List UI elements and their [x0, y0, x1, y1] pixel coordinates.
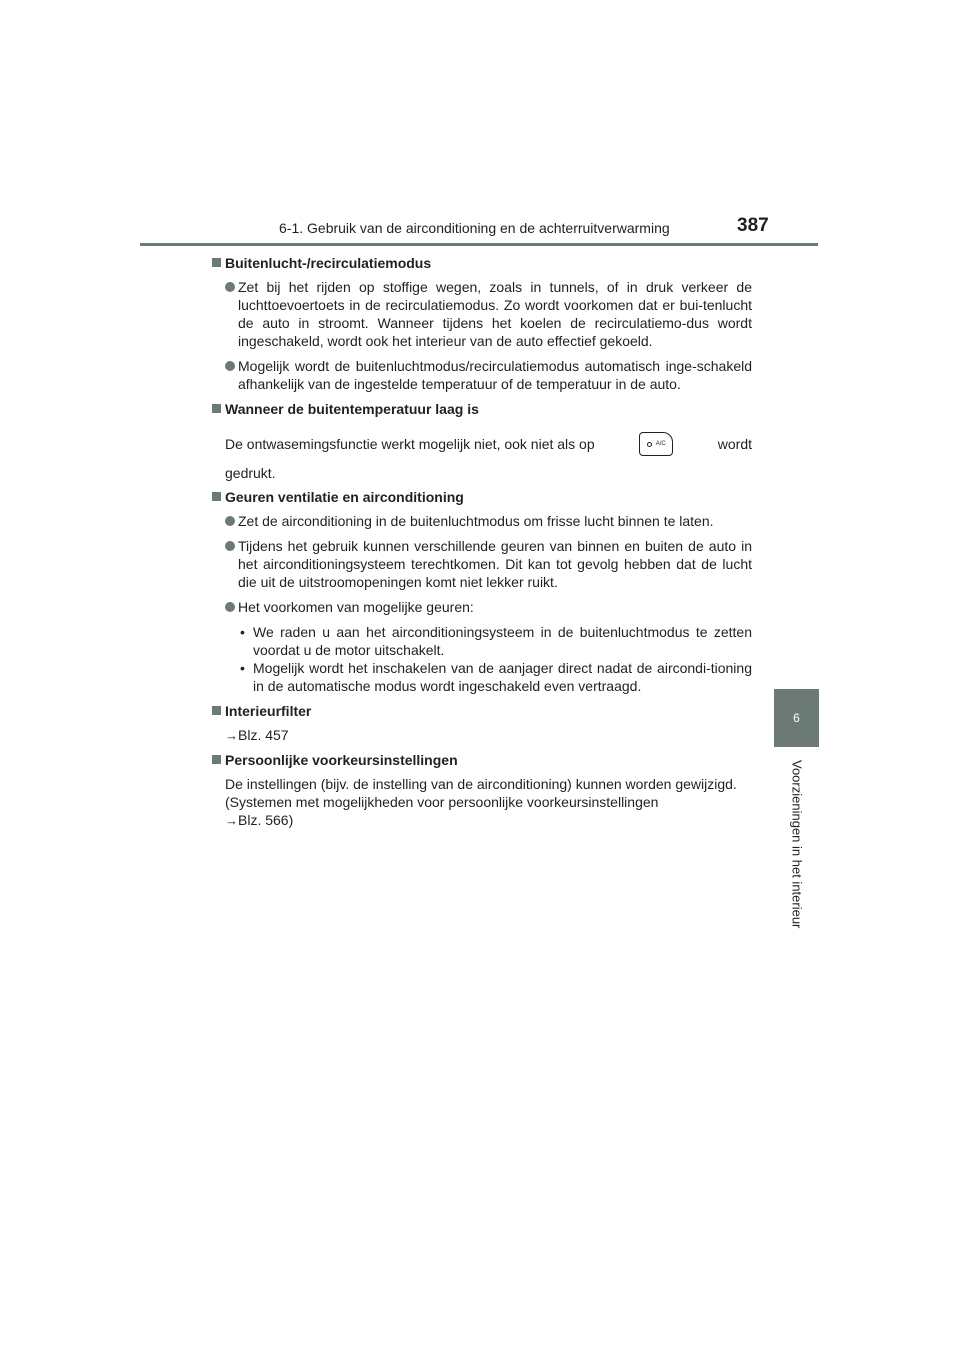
- defrost-sentence: [212, 424, 752, 464]
- ac-button-label: A/C: [655, 441, 666, 447]
- round-bullet-icon: [225, 516, 235, 526]
- section-interior-filter: [212, 702, 752, 745]
- small-bullet-icon: •: [240, 660, 245, 676]
- section-title-text: Geuren ventilatie en airconditioning: [225, 489, 464, 505]
- list-item-text: Zet de airconditioning in de buitenluchtmodus om frisse lucht binnen te laten.: [238, 513, 714, 529]
- list-item: [212, 278, 752, 350]
- round-bullet-icon: [225, 361, 235, 371]
- chapter-title-vertical: [786, 760, 808, 950]
- section-recirculation: [212, 254, 752, 393]
- defrost-end: [212, 464, 752, 482]
- section-personal-settings: [212, 751, 752, 830]
- indicator-led-icon: [647, 442, 652, 447]
- sub-list: [212, 623, 752, 695]
- section-title-text: Persoonlijke voorkeursinstellingen: [225, 752, 458, 768]
- section-title: [212, 702, 752, 720]
- sub-list-item: [238, 659, 752, 695]
- section-title: [212, 751, 752, 769]
- list-item-text: Tijdens het gebruik kunnen verschillende geuren van binnen en buiten de auto in het airconditioningsysteem terechtkomen. Dit kan tot gevolg hebben dat de lucht die uit de uitstroomopeningen komt niet lekker ruikt.: [238, 538, 752, 590]
- defrost-text-end: gedrukt.: [225, 465, 276, 481]
- list-item: [212, 512, 752, 530]
- paragraph-line: (Systemen met mogelijkheden voor persoonlijke voorkeursinstellingen: [225, 794, 659, 810]
- small-bullet-icon: •: [240, 624, 245, 640]
- arrow-right-icon: →: [225, 813, 238, 828]
- section-title: [212, 400, 752, 418]
- header-section-title: 6-1. Gebruik van de airconditioning en de achterruitverwarming: [279, 220, 670, 236]
- chapter-title: Voorzieningen in het interieur: [789, 760, 805, 929]
- sub-list-item-text: We raden u aan het airconditioningsysteem in de buitenluchtmodus te zetten voordat u de motor uitschakelt.: [253, 624, 752, 658]
- square-bullet-icon: [212, 706, 221, 715]
- page-reference: [225, 811, 752, 830]
- section-odours: [212, 488, 752, 695]
- list-item-text: Het voorkomen van mogelijke geuren:: [238, 599, 474, 615]
- list-item-text: Mogelijk wordt de buitenluchtmodus/recirculatiemodus automatisch inge-schakeld afhankelijk van de ingestelde temperatuur of de temperatuur in de auto.: [238, 358, 752, 392]
- section-title-text: Buitenlucht-/recirculatiemodus: [225, 255, 432, 271]
- header-rule: [140, 243, 818, 246]
- chapter-tab: [774, 689, 819, 747]
- round-bullet-icon: [225, 282, 235, 292]
- list-item: [212, 537, 752, 591]
- list-item-text: Zet bij het rijden op stoffige wegen, zoals in tunnels, of in druk verkeer de luchttoevoertoets in de recirculatiemodus. Zo wordt voorkomen dat er bui-tenlucht de auto in stroomt. Wanneer tijdens het koelen de recirculatiemo-dus wordt ingeschakeld, wordt ook het interieur van de auto effectief gekoeld.: [238, 279, 752, 349]
- section-title-text: Interieurfilter: [225, 703, 312, 719]
- ac-button-icon: [639, 432, 673, 456]
- section-title: [212, 254, 752, 272]
- square-bullet-icon: [212, 258, 221, 267]
- section-title: [212, 488, 752, 506]
- defrost-text: De ontwasemingsfunctie werkt mogelijk niet, ook niet als op: [225, 436, 595, 452]
- list-item: [212, 357, 752, 393]
- sub-list-item-text: Mogelijk wordt het inschakelen van de aanjager direct nadat de aircondi-tioning in de automatische modus wordt ingeschakeld even vertraagd.: [253, 660, 752, 694]
- page-reference: [212, 726, 752, 745]
- page-reference-text: Blz. 457: [238, 727, 289, 743]
- paragraph: [212, 775, 752, 830]
- section-title-text: Wanneer de buitentemperatuur laag is: [225, 401, 479, 417]
- sub-list-item: [238, 623, 752, 659]
- paragraph-line: De instellingen (bijv. de instelling van de airconditioning) kunnen worden gewijzigd.: [225, 776, 737, 792]
- chapter-number: 6: [793, 711, 800, 725]
- square-bullet-icon: [212, 492, 221, 501]
- list-item: [212, 598, 752, 616]
- round-bullet-icon: [225, 541, 235, 551]
- round-bullet-icon: [225, 602, 235, 612]
- arrow-right-icon: →: [225, 728, 238, 743]
- page-reference-text: Blz. 566): [238, 812, 294, 828]
- square-bullet-icon: [212, 404, 221, 413]
- main-content: [212, 254, 752, 836]
- defrost-text-after: wordt: [717, 436, 752, 452]
- page-number: 387: [737, 215, 769, 236]
- section-low-temperature: [212, 400, 752, 482]
- square-bullet-icon: [212, 755, 221, 764]
